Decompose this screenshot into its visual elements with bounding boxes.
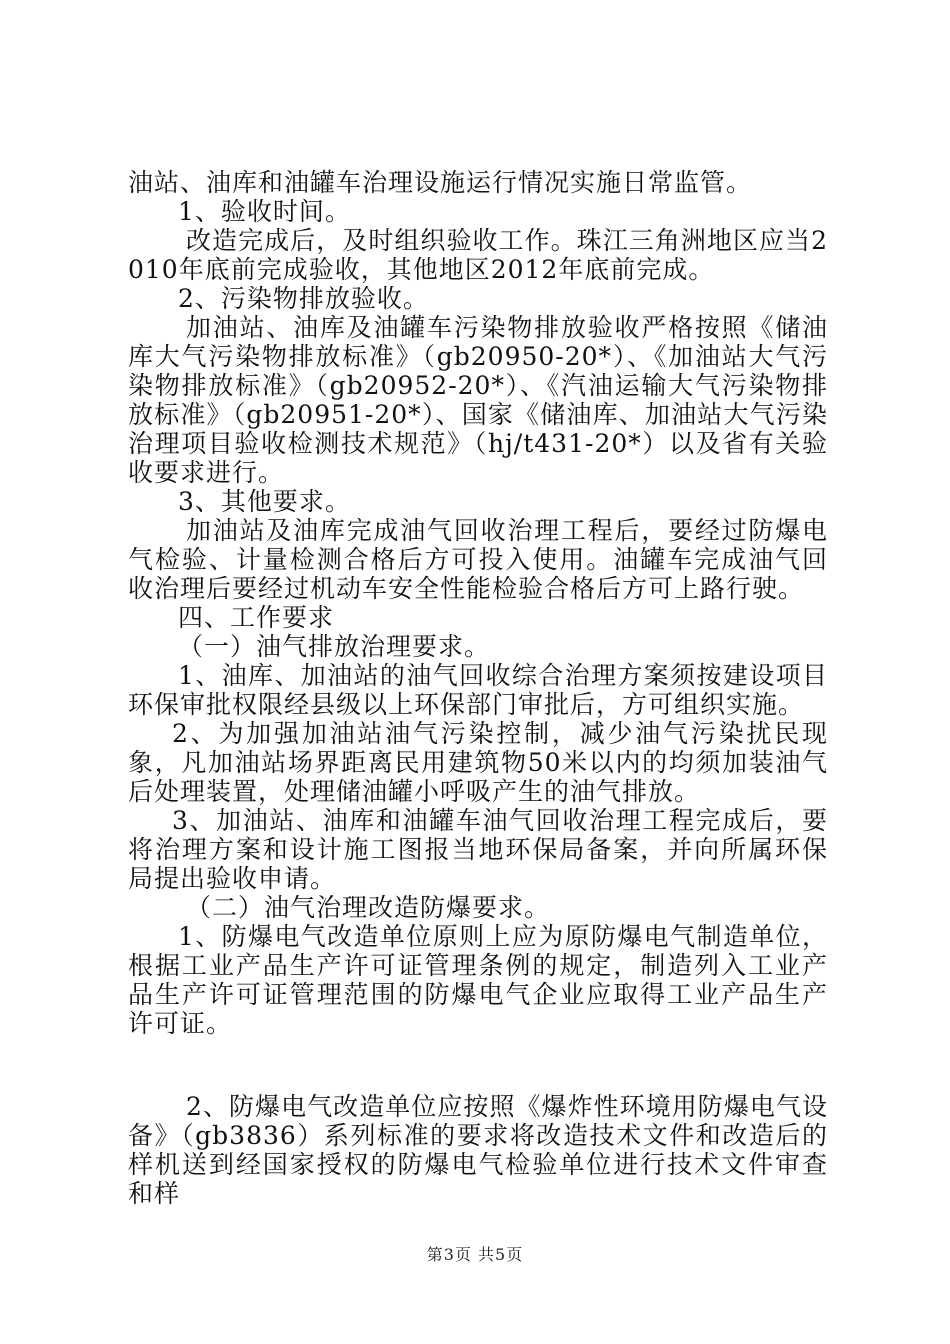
paragraph-continuation: 油站、油库和油罐车治理设施运行情况实施日常监管。 <box>128 168 753 197</box>
paragraph-heading-emission-acceptance: 2、污染物排放验收。 <box>178 284 429 313</box>
page-number-footer: 第3页 共5页 <box>426 1245 524 1264</box>
paragraph-emission-control-3: 3、加油站、油库和油罐车油气回收治理工程完成后，要将治理方案和设计施工图报当地环保局备案，并向所属环保局提出验收申请。 <box>128 806 828 893</box>
paragraph-explosion-proof-2: 2、防爆电气改造单位应按照《爆炸性环境用防爆电气设备》（gb3836）系列标准的要求将改造技术文件和改造后的样机送到经国家授权的防爆电气检验单位进行技术文件审查和样 <box>128 1092 828 1208</box>
paragraph-acceptance-time: 改造完成后，及时组织验收工作。珠江三角洲地区应当2010年底前完成验收，其他地区2012年底前完成。 <box>128 226 828 284</box>
subsection-heading-emission-control: （一）油气排放治理要求。 <box>178 632 491 661</box>
paragraph-emission-acceptance: 加油站、油库及油罐车污染物排放验收严格按照《储油库大气污染物排放标准》（gb20950-20*）、《加油站大气污染物排放标准》（gb20952-20*）、《汽油运输大气污染物排放标准》（gb20951-20*）、国家《储油库、加油站大气污染治理项目验收检测技术规范》（hj/t431-20*）以及省有关验收要求进行。 <box>128 313 828 487</box>
subsection-heading-explosion-proof: （二）油气治理改造防爆要求。 <box>186 893 551 922</box>
document-body <box>128 168 828 1208</box>
paragraph-explosion-proof-1: 1、防爆电气改造单位原则上应为原防爆电气制造单位，根据工业产品生产许可证管理条例的规定，制造列入工业产品生产许可证管理范围的防爆电气企业应取得工业产品生产许可证。 <box>128 922 828 1038</box>
paragraph-heading-acceptance-time: 1、验收时间。 <box>178 197 351 226</box>
paragraph-other-requirements: 加油站及油库完成油气回收治理工程后，要经过防爆电气检验、计量检测合格后方可投入使用。油罐车完成油气回收治理后要经过机动车安全性能检验合格后方可上路行驶。 <box>128 516 828 603</box>
paragraph-emission-control-2: 2、为加强加油站油气污染控制，减少油气污染扰民现象，凡加油站场界距离民用建筑物50米以内的均须加装油气后处理装置，处理储油罐小呼吸产生的油气排放。 <box>128 719 828 806</box>
paragraph-heading-other-requirements: 3、其他要求。 <box>178 487 351 516</box>
section-heading-work-requirements: 四、工作要求 <box>178 603 335 632</box>
paragraph-emission-control-1: 1、油库、加油站的油气回收综合治理方案须按建设项目环保审批权限经县级以上环保部门审批后，方可组织实施。 <box>128 661 828 719</box>
